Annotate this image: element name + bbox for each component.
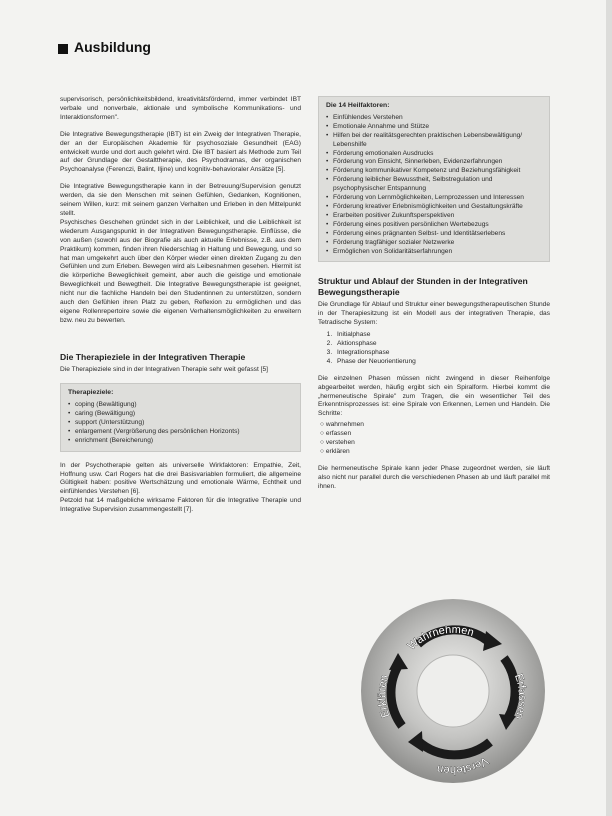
- list-item: • Förderung tragfähiger sozialer Netzwerke: [326, 239, 542, 248]
- box-title: Therapieziele:: [68, 389, 114, 397]
- phase-item: 4. Phase der Neuorientierung: [334, 358, 550, 367]
- phase-item: 3. Integrationsphase: [334, 349, 550, 358]
- section-title: Ausbildung: [74, 39, 151, 55]
- heilfaktoren-box: [318, 96, 550, 262]
- list-item: • Erarbeiten positiver Zukunftsperspektiven: [326, 212, 542, 221]
- hermeneutic-spiral-diagram: [358, 596, 548, 786]
- right-column: [318, 96, 550, 500]
- heading-therapy-goals: Die Therapieziele in der Integrativen Therapie: [60, 351, 246, 362]
- phase-item: 2. Aktionsphase: [334, 340, 550, 349]
- list-item: • Ermöglichen von Solidaritätserfahrungen: [326, 248, 542, 257]
- list-item: • Förderung eines positiven persönlichen Wertebezugs: [326, 221, 542, 230]
- list-item: • Förderung leiblicher Bewusstheit, Selbstregulation und psychophysischer Entspannung: [326, 176, 542, 194]
- list-item: • caring (Bewältigung): [68, 410, 293, 419]
- paragraph: Petzold hat 14 maßgebliche wirksame Faktoren für die Integrative Therapie und Integrative Supervision zusammengestellt [7].: [60, 497, 301, 514]
- page-edge: [606, 0, 612, 816]
- list-item: • Förderung kreativer Erlebnismöglichkeiten und Gestaltungskräfte: [326, 203, 542, 212]
- label-erklaeren: Erklären: [376, 673, 393, 720]
- step-label: wahrnehmen: [325, 421, 364, 429]
- paragraph: Die hermeneutische Spirale kann jeder Phase zugeordnet werden, sie läuft also nicht nur parallel durch die verschiedenen Phasen ab und läuft parallel mit ihnen.: [318, 464, 550, 490]
- step-label: erfassen: [325, 430, 352, 438]
- list-item: • Einfühlendes Verstehen: [326, 114, 542, 123]
- list-item: • Förderung emotionalen Ausdrucks: [326, 150, 542, 159]
- paragraph: supervisorisch, persönlichkeitsbildend, kreativitätsfördernd, immer verbindet IBT verbale und nonverbale, aktionale und symbolische Kommunikations- und Interaktionsformen".: [60, 96, 301, 121]
- paragraph: Psychisches Geschehen gründet sich in der Leiblichkeit, und die Leiblichkeit ist wiederum Ausgangspunkt in der Integrativen Bewegungstherapie. Einflüsse, die von außen (sowohl aus der Biografie als auch aktuelle Erlebnisse, z.B. aus dem Praktikum) kommen, finden ihren Niederschlag in Haltung und Bewegung, und so hat man umgekehrt auch über den Körper wieder einen direkten Zugang zu den Gefühlen und zum Erleben. Bewegen wird als Leibesnahmen gesehen. Hiermit ist die körperliche Beweglichkeit gemeint, aber auch die geistige und emotionale Beweglichkeit und Bewegtheit. Die Integrative Bewegungstherapie ist geeignet, nicht nur die fachliche Handeln bei den Studentinnen zu unterstützen, sondern auch den Gefühlen ihren Platz zu geben, Reflexion zu ermöglichen und das eigene Rollenrepertoire sowie die eigenen Verhaltensmöglichkeiten zu erweitern bzw. neu zu bewerten.: [60, 218, 301, 324]
- list-item: • coping (Bewältigung): [68, 401, 293, 410]
- phase-item: 1. Initialphase: [334, 331, 550, 340]
- disc-center: [417, 655, 489, 727]
- list-item: • support (Unterstützung): [68, 419, 293, 428]
- heilfaktoren-list: [326, 114, 542, 257]
- step-item: ○ erklären: [320, 448, 350, 455]
- list-item: • enlargement (Vergrößerung des persönlichen Horizonts): [68, 428, 293, 437]
- phase-list: [318, 331, 550, 367]
- list-item: • Förderung kommunikativer Kompetenz und Beziehungsfähigkeit: [326, 167, 542, 176]
- label-wahrnehmen: Wahrnehmen: [405, 623, 476, 653]
- left-column: [60, 96, 301, 523]
- list-item: • enrichment (Bereicherung): [68, 437, 293, 446]
- list-item: • Hilfen bei der realitätsgerechten praktischen Lebensbewältigung/ Lebenshilfe: [326, 132, 542, 150]
- therapy-goals-list: [68, 401, 293, 446]
- box-title: Die 14 Heilfaktoren:: [326, 102, 390, 109]
- paragraph: Die einzelnen Phasen müssen nicht zwingend in dieser Reihenfolge abgearbeitet werden, häufig ergibt sich ein Spiralform. Hierbei kommt die „hermeneutische Spirale" zum Tragen, die ein wesentlicher Teil des Erkenntnisprozesses ist: eine Spirale von Erkennen, Lernen und Handeln. Die Schritte:: [318, 374, 550, 418]
- list-item: • Förderung von Lernmöglichkeiten, Lernprozessen und Interessen: [326, 194, 542, 203]
- step-label: verstehen: [325, 439, 355, 447]
- paragraph: Die Integrative Bewegungstherapie kann in der Betreuung/Supervision genutzt werden, da sie den Menschen mit seinen Gefühlen, Gedanken, Kognitionen, seinem Willen, kurz: mit seinem ganzen Verhalten und Erleben in den Mittelpunkt stellt.: [60, 183, 301, 217]
- paragraph: Die Integrative Bewegungstherapie (IBT) ist ein Zweig der Integrativen Therapie, der an der Europäischen Akademie für psychosoziale Gesundheit (EAG) entwickelt wurde und dort auch gelehrt wird. Die IBT basiert als Methode zum Teil auf der Grundlage der Gestalttherapie, des Psychodramas, der organischen Psychoanalyse (Ferenczi, Balint, Iljine) und kognitiv-behavioraler Ansätze [5].: [60, 130, 301, 174]
- paragraph: Die Therapieziele sind in der Integrativen Therapie sehr weit gefasst [5]: [60, 366, 268, 374]
- list-item: • Emotionale Annahme und Stütze: [326, 123, 542, 132]
- label-verstehen: Verstehen: [435, 754, 491, 777]
- steps-list: [318, 421, 550, 457]
- step-item: ○ erfassen: [320, 430, 352, 438]
- heading-structure: Struktur und Ablauf der Stunden in der Integrativen Bewegungstherapie: [318, 276, 528, 297]
- step-item: ○ verstehen: [320, 439, 355, 447]
- list-item: • Förderung eines prägnanten Selbst- und Identitätserlebens: [326, 230, 542, 239]
- list-item: • Förderung von Einsicht, Sinnerleben, Evidenzerfahrungen: [326, 158, 542, 167]
- paragraph: Die Grundlage für Ablauf und Struktur einer bewegungstherapeutischen Stunde in der Therapiesitzung ist ein Modell aus der integrativen Therapie, das Tetradische System:: [318, 301, 550, 327]
- label-erfassen: Erfassen: [512, 672, 529, 721]
- step-item: ○ wahrnehmen: [320, 421, 364, 429]
- paragraph: In der Psychotherapie gelten als universelle Wirkfaktoren: Empathie, Zeit, Hoffnung usw. Carl Rogers hat die drei Basisvariablen formuliert, die allgemeine Gültigkeit haben: positive Wertschätzung und emotionale Wärme, Echtheit und einfühlendes Verstehen [6].: [60, 461, 301, 496]
- therapy-goals-box: [60, 383, 301, 451]
- step-label: erklären: [325, 448, 350, 455]
- section-marker: [58, 44, 68, 54]
